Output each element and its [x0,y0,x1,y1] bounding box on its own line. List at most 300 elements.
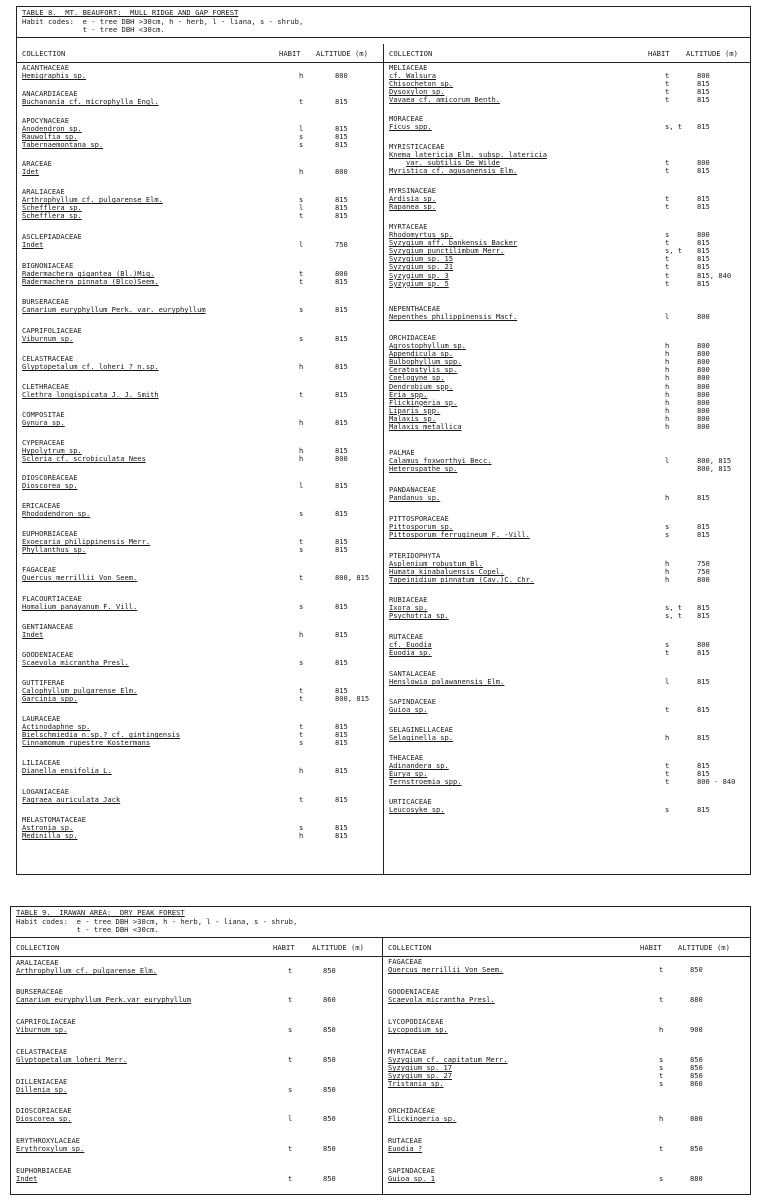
altitude-value: 850 [690,1055,703,1065]
habit-code: s [299,658,304,668]
species-name: Glyptopetalum loheri Merr. [16,1055,128,1065]
habit-code: t [299,686,304,696]
family-name: ORCHIDACEAE [388,1106,435,1115]
species-row [17,168,383,176]
header-altitude: ALTITUDE (m) [312,943,364,952]
species-row [384,203,750,211]
family-name: CELASTRACEAE [22,354,74,363]
species-name: Schefflera sp. [22,211,82,221]
altitude-value: 800 [335,454,348,464]
family-name: MELASTOMATACEAE [22,815,87,824]
species-row [384,576,750,584]
altitude-value: 815 [697,530,710,540]
table-title-line: TABLE 9. IRAWAN AREA: DRY PEAK FOREST [16,908,185,917]
altitude-value: 815 [335,738,348,748]
altitude-value: 800 [697,405,710,415]
family-group [11,1048,382,1064]
habit-code: h [665,493,670,503]
altitude-value: 800, 815 [335,694,370,704]
species-name: cf. Walsura [389,71,436,81]
species-name: Indet [22,240,44,250]
altitude-value: 815 [335,211,348,221]
header-collection: COLLECTION [388,943,432,952]
species-row [384,706,750,714]
species-name: Leucosyke sp. [389,805,445,815]
table-title-line: TABLE 8. MT. BEAUFORT: MULL RIDGE AND GAP FOREST [22,8,239,17]
altitude-value: 800 [697,397,710,407]
altitude-value: 850 [323,1025,336,1035]
altitude-value: 815 [335,722,348,732]
species-name: Dioscorea sp. [22,481,78,491]
habit-code: h [665,413,670,423]
altitude-value: 815 [697,522,710,532]
altitude-value: 815 [697,202,710,212]
altitude-value: 800 [697,381,710,391]
altitude-value: 815 [335,686,348,696]
altitude-value: 800, 815 [697,464,732,474]
species-row [384,641,750,649]
altitude-value: 815 [335,481,348,491]
family-group [384,754,750,786]
species-row [384,313,750,321]
species-name: Lycopodium sp. [388,1025,448,1035]
table-8-left-column [17,44,384,874]
family-name: PALMAE [389,448,415,457]
family-group [383,1137,750,1153]
altitude-value: 815 [335,277,348,287]
species-row [11,1056,382,1064]
family-name: SAPINDACEAE [388,1166,435,1175]
species-row [384,465,750,473]
altitude-value: 815 [697,166,710,176]
species-name: Pittosporum sp. [389,522,454,532]
species-row [383,966,750,974]
habit-code: t [665,278,670,288]
altitude-value: 815 [335,630,348,640]
species-name: Syzygium sp. 27 [388,1071,453,1081]
family-name: MYRSINACEAE [389,186,436,195]
altitude-value: 750 [697,567,710,577]
altitude-value: 800 [697,312,710,322]
habit-code: t [299,537,304,547]
family-group [17,474,383,490]
habit-code: t [288,966,293,976]
habit-code: s [299,334,304,344]
species-name: Radermachera gigantea (Bl.)Miq. [22,269,155,279]
habit-code: s [299,140,304,150]
species-row [17,767,383,775]
family-name: DIOSCORIACEAE [16,1106,72,1115]
header-habit: HABIT [640,943,662,952]
species-name: Buchanania cf. microphylla Engl. [22,97,159,107]
altitude-value: 800 [697,357,710,367]
family-name: ERYTHROXYLACEAE [16,1136,81,1145]
family-group [17,816,383,840]
habit-code: t [665,777,670,787]
altitude-value: 815 [697,194,710,204]
family-group [17,262,383,286]
habit-code: t [659,965,664,975]
species-row [17,391,383,399]
family-name: EUPHORBIACEAE [16,1166,72,1175]
habit-code: h [299,71,304,81]
habit-code: l [665,312,670,322]
habit-code: t [299,97,304,107]
species-name: Tabernaemontana sp. [22,140,104,150]
habit-code: t [665,158,670,168]
altitude-value: 815 [335,545,348,555]
family-name: FAGACEAE [22,565,57,574]
species-row [384,612,750,620]
header-collection: COLLECTION [389,49,433,58]
species-name: Euodia sp. [389,648,432,658]
family-name: PTERIDOPHYTA [389,551,441,560]
species-name: Hemigraphis sp. [22,71,87,81]
habit-code: h [665,373,670,383]
species-name: Scaevola micrantha Presl. [388,995,495,1005]
altitude-value: 815 [697,238,710,248]
table-8-right-column [384,44,750,874]
species-row [384,806,750,814]
family-name: ORCHIDACEAE [389,333,436,342]
habit-code: t [299,277,304,287]
family-name: PANDANACEAE [389,485,436,494]
species-name: Chisocheton sp. [389,79,454,89]
habit-code: s, t [665,603,683,613]
habit-code: t [299,211,304,221]
species-row [17,335,383,343]
altitude-value: 850 [690,965,703,975]
species-name: Canarium euryphyllum Perk.var euryphyllum [16,995,192,1005]
altitude-value: 815 [697,262,710,272]
family-group [384,633,750,657]
family-name: GUTTIFERAE [22,678,65,687]
species-row [17,363,383,371]
species-row [383,1115,750,1123]
altitude-value: 815 [697,677,710,687]
species-row [384,734,750,742]
species-name: Fagraea auriculata Jack [22,795,121,805]
species-name: Idet [22,167,40,177]
family-group [383,1018,750,1034]
habit-code: t [665,166,670,176]
family-group [11,988,382,1004]
species-name: Malaxis metallica [389,422,462,432]
species-name: Agrostophyllum sp. [389,341,466,351]
family-name: BURSERACEAE [16,987,63,996]
family-name: ASCLEPIADACEAE [22,232,82,241]
altitude-value: 850 [323,1055,336,1065]
species-row [11,1175,382,1183]
family-name: ARALIACEAE [16,958,59,967]
family-group [11,1078,382,1094]
altitude-value: 815 [335,305,348,315]
species-row [384,195,750,203]
species-row [17,510,383,518]
altitude-value: 900 [690,1025,703,1035]
altitude-value: 815 [697,611,710,621]
family-group [17,411,383,427]
species-name: Clethra longispicata J. J. Smith [22,390,159,400]
species-name: Myristica cf. agusanensis Elm. [389,166,518,176]
habit-code: t [288,1144,293,1154]
family-name: ERICACEAE [22,501,61,510]
habit-code: h [299,362,304,372]
family-name: DILLENIACEAE [16,1077,68,1086]
altitude-value: 800 [697,158,710,168]
species-row [17,419,383,427]
family-name: PITTOSPORACEAE [389,514,449,523]
species-row [17,832,383,840]
species-name: Ficus spp. [389,122,432,132]
family-name: CAPRIFOLIACEAE [16,1017,76,1026]
altitude-value: 815 [697,733,710,743]
habit-code: s, t [665,122,683,132]
family-name: SANTALACEAE [389,669,436,678]
altitude-value: 850 [690,1063,703,1073]
species-name: Quercus merrillii Von Seem. [388,965,504,975]
altitude-value: 800, 815 [335,573,370,583]
family-group [384,115,750,131]
habit-codes-line: t - tree DBH <30cm. [22,25,165,35]
altitude-value: 800 [335,167,348,177]
habit-code: t [659,1144,664,1154]
altitude-value: 815 [697,769,710,779]
habit-code: l [299,481,304,491]
species-name: Bielschmiedia n.sp.? cf. gintingensis [22,730,181,740]
family-group [17,566,383,582]
species-row [384,678,750,686]
altitude-value: 800 - 840 [697,777,736,787]
altitude-value: 815 [335,140,348,150]
species-name: Tapeinidium pinnatum (Cav.)C. Chr. [389,575,535,585]
species-name: Calophyllum pulgarense Elm. [22,686,138,696]
species-row [383,1145,750,1153]
habit-code: t [665,202,670,212]
species-row [17,659,383,667]
species-name: Syzygium sp. 5 [389,278,449,288]
family-group [384,449,750,473]
altitude-value: 815 [335,334,348,344]
habit-code: t [299,390,304,400]
family-group [17,439,383,463]
family-group [17,90,383,106]
habit-code: l [288,1114,293,1124]
species-row [11,1115,382,1123]
species-name: Actinodaphne sp. [22,722,91,732]
header-habit: HABIT [648,49,670,58]
habit-code: s [659,1055,664,1065]
species-row [17,546,383,554]
altitude-value: 880 [690,995,703,1005]
species-name: Guioa sp. 1 [388,1174,435,1184]
species-row [383,1026,750,1034]
family-name: ARALIACEAE [22,187,65,196]
family-group [17,788,383,804]
altitude-value: 815 [335,795,348,805]
altitude-value: 815 [335,831,348,841]
habit-code: h [665,381,670,391]
species-name: Rhododendron sp. [22,509,91,519]
habit-code: s [665,640,670,650]
species-row [17,739,383,747]
family-group [383,1167,750,1183]
habit-code: s [299,509,304,519]
family-group [384,515,750,539]
family-name: MYRTACEAE [388,1047,427,1056]
species-row [17,241,383,249]
species-name: Hypolytrum sp. [22,446,82,456]
species-row [383,1175,750,1183]
altitude-value: 815 [335,446,348,456]
species-name: Indet [16,1174,38,1184]
altitude-value: 815 [697,87,710,97]
altitude-value: 815 [335,390,348,400]
habit-code: s [659,1174,664,1184]
family-name: ARACEAE [22,159,52,168]
family-name: ANACARDIACEAE [22,89,78,98]
habit-code: t [665,705,670,715]
species-row [11,1026,382,1034]
habit-code: h [665,575,670,585]
family-name: MORACEAE [389,114,424,123]
family-group [17,759,383,775]
family-group [17,623,383,639]
family-name: MYRISTICACEAE [389,142,445,151]
habit-code: s [299,823,304,833]
habit-code: h [299,167,304,177]
species-row [384,123,750,131]
species-name: Garcinia spp. [22,694,78,704]
species-row [17,574,383,582]
species-name: Ceratostylis sp. [389,365,458,375]
species-name: Pittosporum ferrugineum F. -Vill. [389,530,530,540]
altitude-value: 800 [697,365,710,375]
family-group [17,327,383,343]
species-name: Ardisia sp. [389,194,436,204]
species-row [17,72,383,80]
species-name: Anodendron sp. [22,124,82,134]
species-name: Homalium panayanum F. Vill. [22,602,138,612]
species-name: Nepenthes philippinensis Macf. [389,312,518,322]
species-row [384,167,750,175]
altitude-value: 850 [323,1085,336,1095]
header-altitude: ALTITUDE (m) [678,943,730,952]
family-name: FLACOURTIACEAE [22,594,82,603]
altitude-value: 815 [697,493,710,503]
habit-code: s [299,132,304,142]
species-name: Dendrobium spp. [389,381,454,391]
habit-code: h [659,1114,664,1124]
species-name: Vavaea cf. amicorum Benth. [389,95,501,105]
family-group [384,334,750,431]
family-name: LOGANIACEAE [22,787,69,796]
species-row [17,141,383,149]
altitude-value: 800 [697,422,710,432]
family-group [384,596,750,620]
header-habit: HABIT [273,943,295,952]
species-name: Astronia sp. [22,823,74,833]
habit-codes-line: Habit codes: e - tree DBH >30cm, h - herb, l - liana, s - shrub, [22,16,304,26]
species-name: Henslowia palawanensis Elm. [389,677,505,687]
family-group [383,1048,750,1088]
table-9-title [11,907,750,938]
habit-code: l [665,456,670,466]
habit-code: t [665,761,670,771]
column-header [11,938,382,957]
family-name: RUTACEAE [388,1136,423,1145]
family-group [384,698,750,714]
habit-code: s [665,530,670,540]
habit-code: h [299,766,304,776]
habit-code: t [665,648,670,658]
species-name: Euodia ? [388,1144,423,1154]
habit-code: l [299,203,304,213]
family-name: COMPOSITAE [22,410,65,419]
altitude-value: 880 [690,1114,703,1124]
species-name: Phyllanthus sp. [22,545,87,555]
species-row [17,631,383,639]
altitude-value: 815 [335,730,348,740]
altitude-value: 800, 815 [697,456,732,466]
altitude-value: 815 [335,658,348,668]
family-name: CELASTRACEAE [16,1047,68,1056]
species-name: Ternstroemia spp. [389,777,462,787]
altitude-value: 815 [335,823,348,833]
family-group [17,651,383,667]
species-name: var. subtilis De Wilde [406,158,500,168]
family-group [17,188,383,220]
species-row [17,212,383,220]
species-name: Syzygium punctilimbum Merr. [389,246,505,256]
family-group [17,298,383,314]
species-name: Malaxis sp. [389,413,436,423]
family-name: BIGNONIACEAE [22,261,74,270]
family-group [17,502,383,518]
habit-code: s, t [665,611,683,621]
species-name: Pandanus sp. [389,493,441,503]
habit-code: h [665,733,670,743]
habit-code: s [288,1025,293,1035]
habit-codes-line: Habit codes: e - tree DBH >30cm, h - herb, l - liana, s - shrub, [16,916,298,926]
altitude-value: 860 [690,1079,703,1089]
family-group [11,1107,382,1123]
habit-code: h [299,831,304,841]
habit-code: t [665,71,670,81]
altitude-value: 850 [690,1071,703,1081]
habit-code: s [299,305,304,315]
table-8-title [17,7,750,38]
habit-code: t [299,730,304,740]
family-group [17,233,383,249]
species-row [384,649,750,657]
habit-code: s [659,1063,664,1073]
habit-code: h [665,357,670,367]
family-group [17,715,383,747]
habit-code: t [288,1174,293,1184]
species-name: Scaevola micrantha Presl. [22,658,129,668]
habit-code: h [299,418,304,428]
habit-code: t [299,722,304,732]
habit-code: s [299,545,304,555]
habit-code: l [665,677,670,687]
species-row [384,778,750,786]
family-group [383,1107,750,1123]
table-8 [16,6,751,875]
species-name: Radermachera pinnata (Blco)Seem. [22,277,159,287]
altitude-value: 860 [323,995,336,1005]
family-group [11,1137,382,1153]
